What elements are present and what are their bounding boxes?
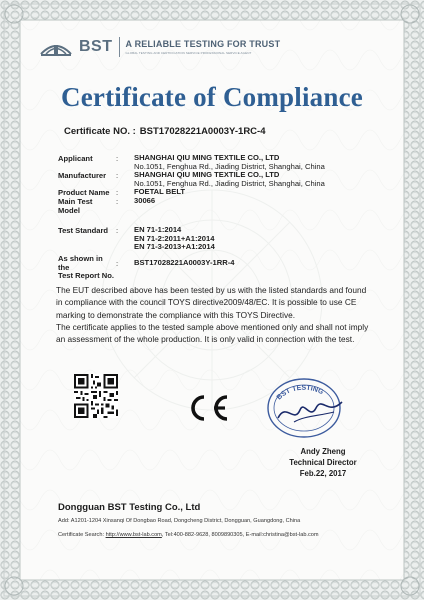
test-report-colon: : xyxy=(116,259,119,268)
brand-logo-text: BST xyxy=(79,38,113,55)
test-report-row xyxy=(58,255,234,281)
applicant-row xyxy=(58,154,325,171)
compliance-line: in compliance with the council TOYS directive2009/48/EC. It is possible to use CE xyxy=(56,297,357,308)
signatory-role: Technical Director xyxy=(289,458,357,467)
contact-info: , Tel:400-882-9628, 8009890305, E-mail:christina@bst-lab.com xyxy=(161,532,319,538)
issue-date: Feb.22, 2017 xyxy=(299,469,347,478)
brand-subline: GLOBAL TESTING AND CERTIFICATION SERVICE PROFESSIONAL SERVICE AGENT xyxy=(125,51,252,55)
manufacturer-name: SHANGHAI QIU MING TEXTILE CO., LTD xyxy=(134,170,280,179)
manufacturer-address: No.1051, Fenghua Rd., Jiading District, Shanghai, China xyxy=(134,178,325,188)
test-report-label-line: As shown in the xyxy=(58,254,103,272)
manufacturer-colon: : xyxy=(116,171,119,180)
test-report-label xyxy=(58,255,116,281)
issuer-address: Add: A1201-1204 Xinsanqi Of Dongbao Road, Dongcheng District, Dongguan, Guangdong, China xyxy=(58,518,301,524)
applicant-name: SHANGHAI QIU MING TEXTILE CO., LTD xyxy=(134,153,280,162)
test-standard-label: Test Standard xyxy=(58,226,109,235)
compliance-line: marking to demonstrate the compliance with this TOYS Directive. xyxy=(56,309,296,320)
product-name-row xyxy=(58,188,185,197)
main-test-model-value: 30066 xyxy=(134,196,156,205)
main-test-model-colon: : xyxy=(116,197,119,206)
ce-mark-icon xyxy=(185,393,230,423)
test-report-value: BST17028221A0003Y-1RR-4 xyxy=(134,258,235,267)
test-standard-item: EN 71-3-2013+A1:2014 xyxy=(134,242,215,252)
main-test-model-row xyxy=(58,197,155,215)
validity-line: an assessment of the whole production. It is only valid in connection with the test. xyxy=(56,334,355,345)
applicant-label: Applicant xyxy=(58,154,93,163)
brand-header xyxy=(38,32,280,62)
applicant-colon: : xyxy=(116,154,119,163)
qr-code-icon[interactable] xyxy=(74,373,118,419)
test-standard-values xyxy=(134,226,215,252)
bst-logo-icon xyxy=(38,34,74,60)
test-standard-item: EN 71-2:2011+A1:2014 xyxy=(134,233,215,243)
brand-tagline-block xyxy=(126,39,281,55)
search-link[interactable]: http://www.bst-lab.com xyxy=(105,532,162,538)
test-report-label-line: Test Report No. xyxy=(58,271,114,281)
applicant-value xyxy=(134,154,325,171)
product-name-label: Product Name xyxy=(58,188,110,197)
signatory-name: Andy Zheng xyxy=(300,447,346,456)
product-name-value: FOETAL BELT xyxy=(134,187,186,196)
svg-text:BST TESTING xyxy=(276,385,325,402)
compliance-statement xyxy=(56,284,376,345)
main-test-model-label: Main Test Model xyxy=(58,197,93,215)
brand-divider xyxy=(119,37,120,57)
page-title: Certificate of Compliance xyxy=(61,82,363,112)
certificate-number-label: Certificate NO. : xyxy=(64,126,136,137)
manufacturer-value xyxy=(134,171,325,188)
applicant-address: No.1051, Fenghua Rd., Jiading District, Shanghai, China xyxy=(134,161,325,171)
seal-text: BST TESTING xyxy=(275,384,325,402)
manufacturer-label: Manufacturer xyxy=(58,171,107,180)
brand-tagline: A RELIABLE TESTING FOR TRUST xyxy=(125,39,281,49)
certificate-number-value: BST17028221A0003Y-1RC-4 xyxy=(139,126,266,137)
test-standard-colon: : xyxy=(116,226,119,235)
test-standard-item: EN 71-1:2014 xyxy=(134,225,182,234)
compliance-line: The EUT described above has been tested by us with the listed standards and found xyxy=(56,285,367,295)
issuer-company: Dongguan BST Testing Co., Ltd xyxy=(58,502,201,513)
signatory-block xyxy=(268,447,378,478)
product-name-colon: : xyxy=(116,188,119,197)
manufacturer-row xyxy=(58,171,325,188)
certificate-search xyxy=(58,532,319,538)
test-standard-row xyxy=(58,226,215,252)
validity-line: The certificate applies to the tested sample above mentioned only and shall not imply xyxy=(56,321,369,332)
search-label: Certificate Search: xyxy=(58,532,105,538)
company-seal-icon xyxy=(264,372,350,442)
certificate-number xyxy=(64,126,270,137)
